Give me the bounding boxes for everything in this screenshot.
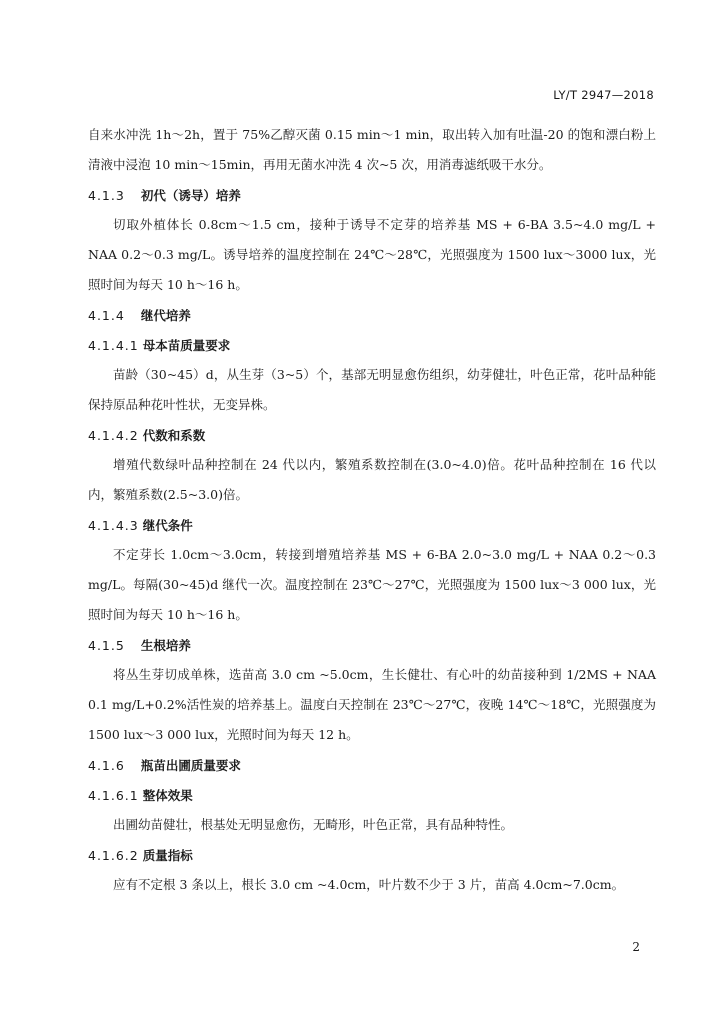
section-title: 初代（诱导）培养 [140, 188, 241, 203]
section-number: 4.1.4 [88, 308, 125, 323]
body-paragraph: 不定芽长 1.0cm～3.0cm，转接到增殖培养基 MS + 6-BA 2.0~3.0 mg/L + NAA 0.2～0.3 mg/L。每隔(30~45)d 继代一次。温度控制在 23℃～27℃，光照强度为 1500 lux～3 000 lux，光照时间为每天 10 h～16 h。 [88, 547, 656, 622]
body-paragraph: 将丛生芽切成单株，选苗高 3.0 cm ~5.0cm，生长健壮、有心叶的幼苗接种到 1/2MS + NAA 0.1 mg/L+0.2%活性炭的培养基上。温度白天控制在 23℃～27℃，夜晚 14℃～18℃，光照强度为 1500 lux～3 000 lux，光照时间为每天 12 h。 [88, 667, 656, 742]
page-number: 2 [632, 940, 640, 954]
section-title: 继代培养 [140, 308, 191, 323]
section-heading [88, 422, 656, 450]
section-number: 4.1.3 [88, 188, 125, 203]
section-heading [88, 512, 656, 540]
section-title: 生根培养 [140, 638, 191, 653]
section-number: 4.1.6 [88, 758, 125, 773]
section-heading [88, 332, 656, 360]
section-number: 4.1.4.1 [88, 338, 139, 353]
document-body [88, 120, 656, 900]
section-heading [88, 302, 656, 330]
body-paragraph: 自来水冲洗 1h～2h，置于 75%乙醇灭菌 0.15 min～1 min，取出转入加有吐温-20 的饱和漂白粉上清液中浸泡 10 min～15min，再用无菌水冲洗 4 次~5 次，用消毒滤纸吸干水分。 [88, 127, 656, 172]
section-heading [88, 632, 656, 660]
body-paragraph: 应有不定根 3 条以上，根长 3.0 cm ~4.0cm，叶片数不少于 3 片，苗高 4.0cm~7.0cm。 [113, 877, 625, 892]
section-title: 代数和系数 [142, 428, 206, 443]
section-title: 继代条件 [142, 518, 193, 533]
body-paragraph: 苗龄（30~45）d，从生芽（3~5）个，基部无明显愈伤组织，幼芽健壮，叶色正常，花叶品种能保持原品种花叶性状，无变异株。 [88, 367, 656, 412]
section-number: 4.1.4.2 [88, 428, 139, 443]
section-title: 母本苗质量要求 [142, 338, 231, 353]
section-heading [88, 782, 656, 810]
body-paragraph: 增殖代数绿叶品种控制在 24 代以内，繁殖系数控制在(3.0~4.0)倍。花叶品种控制在 16 代以内，繁殖系数(2.5~3.0)倍。 [88, 457, 656, 502]
section-title: 瓶苗出圃质量要求 [140, 758, 241, 773]
body-paragraph: 切取外植体长 0.8cm～1.5 cm，接种于诱导不定芽的培养基 MS + 6-BA 3.5~4.0 mg/L + NAA 0.2～0.3 mg/L。诱导培养的温度控制在 24℃～28℃，光照强度为 1500 lux～3000 lux，光照时间为每天 10 h～16 h。 [88, 217, 656, 292]
body-paragraph: 出圃幼苗健壮，根基处无明显愈伤，无畸形，叶色正常，具有品种特性。 [113, 817, 514, 832]
section-heading [88, 842, 656, 870]
section-title: 整体效果 [142, 788, 193, 803]
section-number: 4.1.6.2 [88, 848, 139, 863]
section-heading [88, 752, 656, 780]
section-heading [88, 182, 656, 210]
section-title: 质量指标 [142, 848, 193, 863]
standard-number-header: LY/T 2947—2018 [553, 88, 654, 102]
section-number: 4.1.5 [88, 638, 125, 653]
section-number: 4.1.6.1 [88, 788, 139, 803]
section-number: 4.1.4.3 [88, 518, 139, 533]
